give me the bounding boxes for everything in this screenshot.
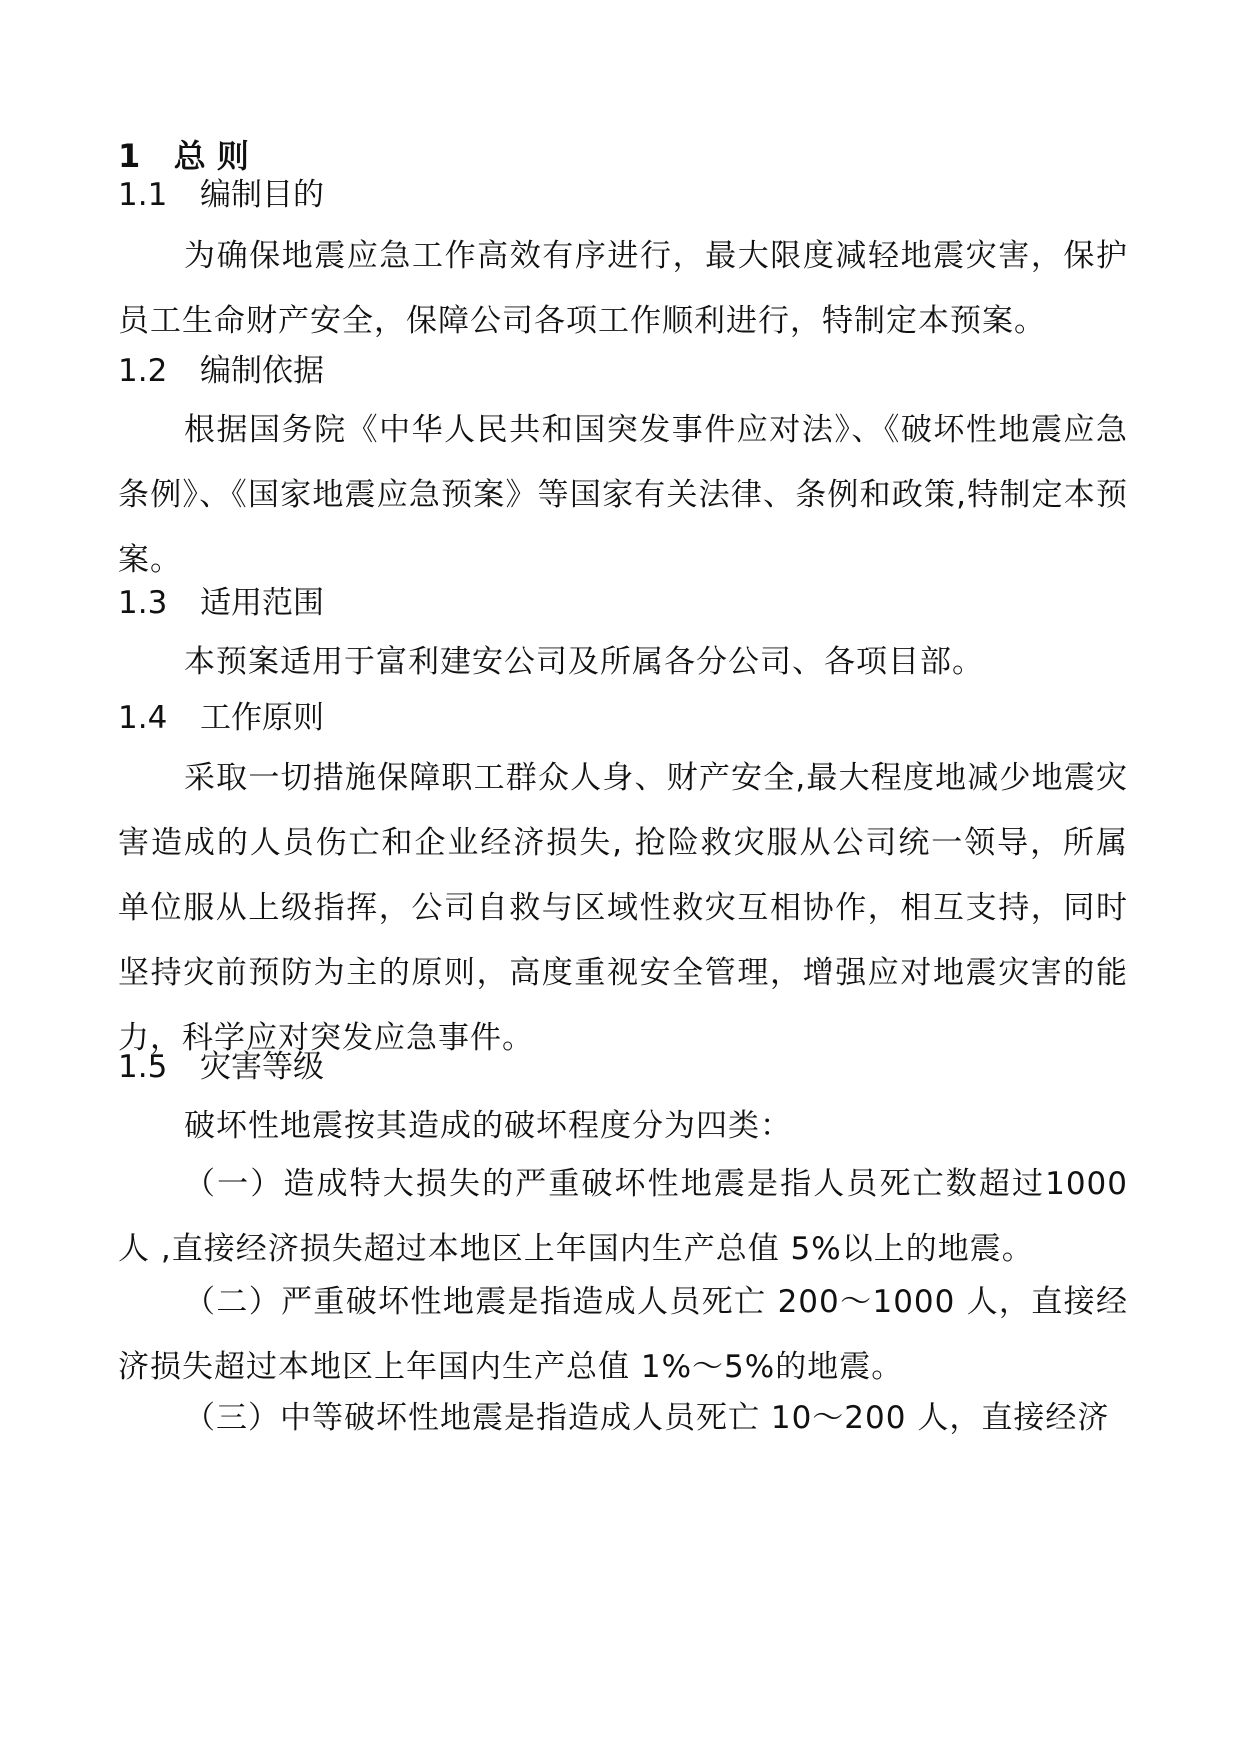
- section-heading-1-1: [118, 167, 324, 223]
- paragraph-level-1: （一）造成特大损失的严重破坏性地震是指人员死亡数超过1000 人 ,直接经济损失超过本地区上年国内生产总值 5%以上的地震。: [118, 1166, 1128, 1267]
- section-heading-1-3: [118, 575, 324, 631]
- section-title: 工作原则: [200, 700, 324, 736]
- section-title: 编制依据: [200, 353, 324, 389]
- section-number: 1.1: [118, 177, 168, 213]
- paragraph-level-3: （三）中等破坏性地震是指造成人员死亡 10～200 人，直接经济: [184, 1400, 1110, 1436]
- paragraph-level-2: （二）严重破坏性地震是指造成人员死亡 200～1000 人，直接经济损失超过本地区上年国内生产总值 1%～5%的地震。: [118, 1284, 1128, 1385]
- section-heading-1-4: [118, 690, 324, 746]
- paragraph-basis: 根据国务院《中华人民共和国突发事件应对法》、《破坏性地震应急条例》、《国家地震应急预案》等国家有关法律、条例和政策,特制定本预案。: [118, 412, 1128, 578]
- section-number: 1.2: [118, 353, 168, 389]
- paragraph-purpose: 为确保地震应急工作高效有序进行，最大限度减轻地震灾害，保护员工生命财产安全，保障公司各项工作顺利进行，特制定本预案。: [118, 238, 1128, 339]
- section-title: 编制目的: [200, 177, 324, 213]
- paragraph-principles: 采取一切措施保障职工群众人身、财产安全,最大程度地减少地震灾害造成的人员伤亡和企业经济损失, 抢险救灾服从公司统一领导，所属单位服从上级指挥，公司自救与区域性救灾互相协作，相互支持，同时坚持灾前预防为主的原则，高度重视安全管理，增强应对地震灾害的能力，科学应对突发应急事件。: [118, 760, 1128, 1056]
- paragraph-levels-intro: 破坏性地震按其造成的破坏程度分为四类：: [184, 1108, 792, 1144]
- paragraph-scope: 本预案适用于富利建安公司及所属各分公司、各项目部。: [184, 644, 984, 680]
- section-heading-1-2: [118, 343, 324, 399]
- section-number: 1.4: [118, 700, 168, 736]
- chapter-title: 总 则: [173, 137, 249, 175]
- section-number: 1.5: [118, 1049, 168, 1085]
- section-heading-1-5: [118, 1039, 324, 1095]
- section-title: 灾害等级: [200, 1049, 324, 1085]
- section-title: 适用范围: [200, 585, 324, 621]
- chapter-number: 1: [118, 137, 141, 175]
- section-number: 1.3: [118, 585, 168, 621]
